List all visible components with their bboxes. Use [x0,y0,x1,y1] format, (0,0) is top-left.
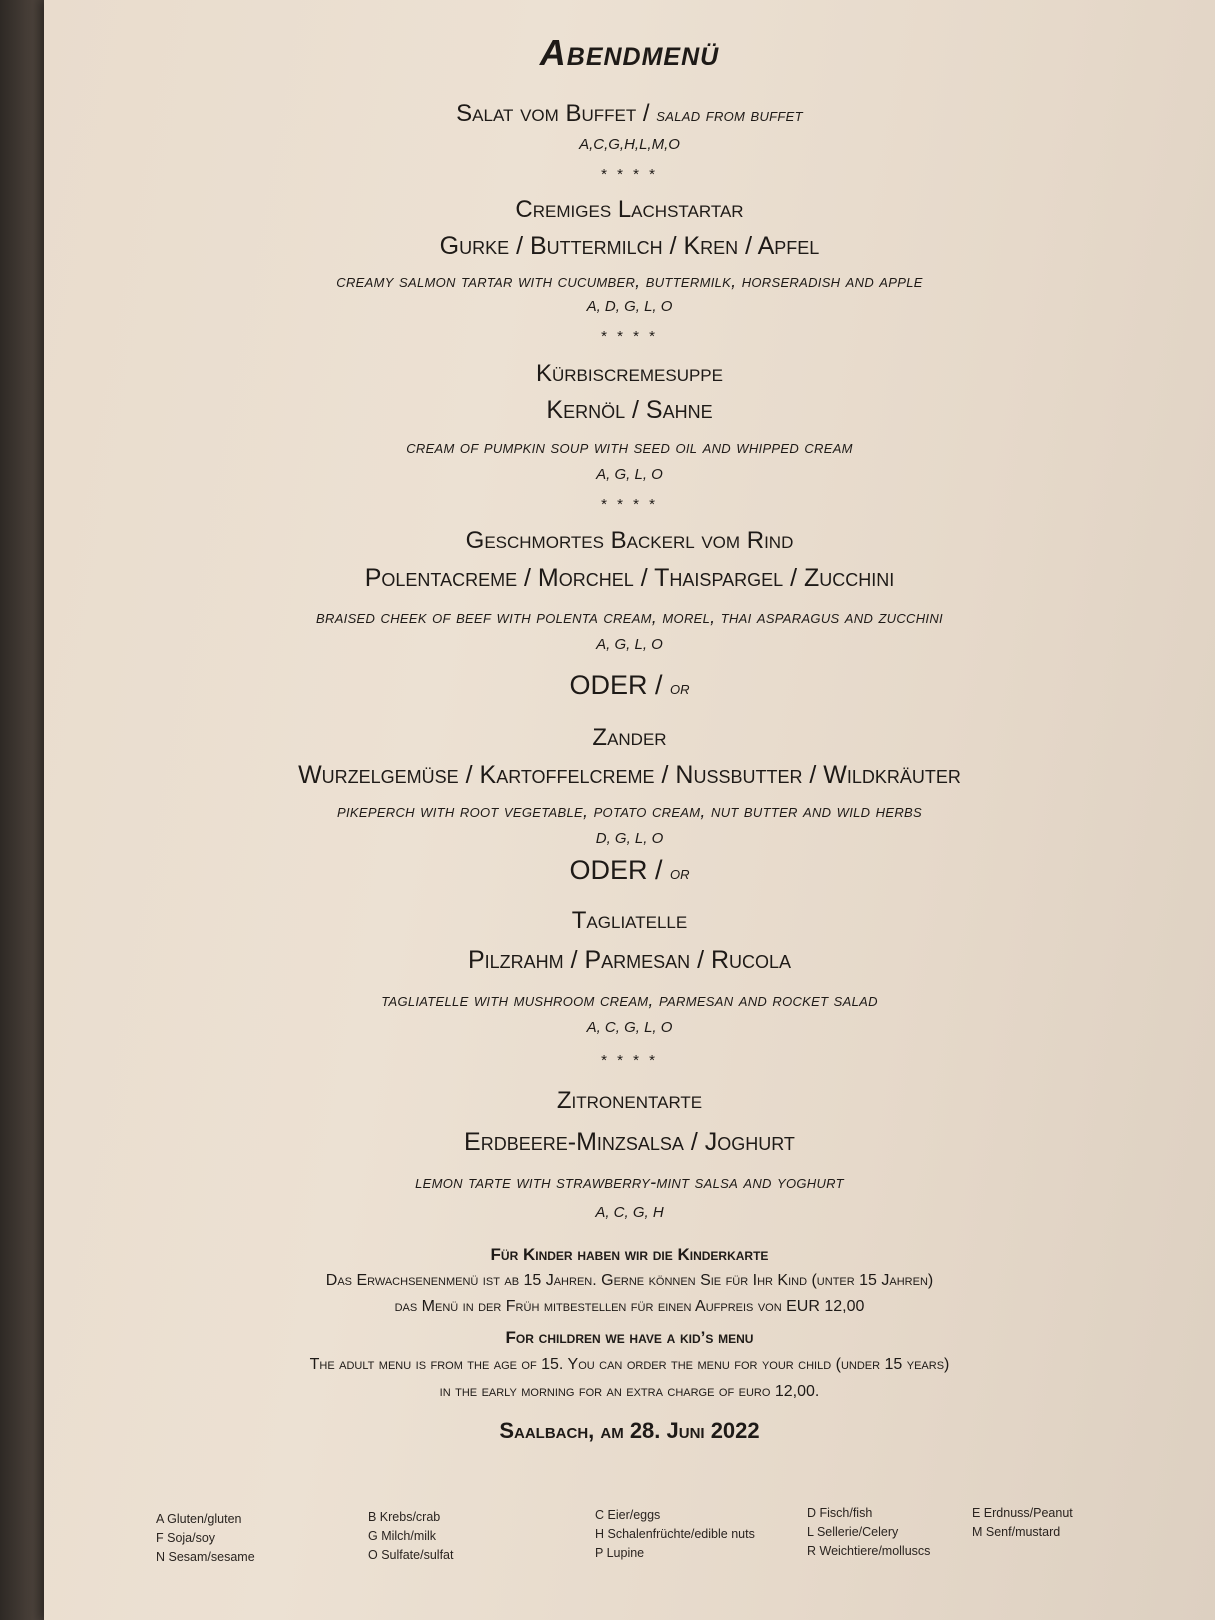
kids-heading-en: For children we have a kid’s menu [505,1328,754,1347]
legend-item: C Eier/eggs [595,1508,661,1522]
or-en: or [670,863,690,883]
legend-item: L Sellerie/Celery [807,1525,899,1539]
legend-item: F Soja/soy [156,1531,216,1545]
or-de: ODER [569,855,648,885]
course-soup-de: Kürbiscremesuppe [536,360,723,387]
or-separator [44,670,1215,701]
slash-separator: / [636,100,657,127]
menu-sheet [44,0,1215,1620]
main-pikeperch-sub: Wurzelgemüse / Kartoffelcreme / Nussbutter / Wildkräuter [298,761,961,789]
dessert-de: Zitronentarte [556,1087,703,1114]
course-salmon-sub: Gurke / Buttermilch / Kren / Apfel [439,232,820,260]
legend-item: D Fisch/fish [807,1506,873,1520]
main-beef-sub: Polentacreme / Morchel / Thaispargel / Zucchini [364,564,895,592]
course-divider: * * * * [601,166,658,183]
legend-item: A Gluten/gluten [156,1512,242,1526]
main-beef-en: braised cheek of beef with polenta cream, morel, thai asparagus and zucchini [316,607,943,627]
main-tagliatelle-de: Tagliatelle [571,907,688,934]
main-pikeperch-de: Zander [592,724,667,751]
kids-text-en-1: The adult menu is from the age of 15. You can order the menu for your child (under 15 years) [309,1356,950,1373]
allergen-legend-col-4 [807,1504,930,1561]
kids-text-en-2: in the early morning for an extra charge of euro 12,00. [439,1383,820,1400]
allergen-codes: A, G, L, O [596,636,663,653]
allergen-codes: A, G, L, O [596,466,663,483]
main-tagliatelle-en: tagliatelle with mushroom cream, parmesan and rocket salad [381,990,878,1010]
legend-item: E Erdnuss/Peanut [972,1506,1073,1520]
legend-item: N Sesam/sesame [156,1550,255,1564]
legend-item: R Weichtiere/molluscs [807,1544,931,1558]
slash-separator: / [647,670,671,700]
course-salad-de: Salat vom Buffet [456,100,637,127]
legend-item: P Lupine [595,1546,645,1560]
allergen-legend-col-2 [368,1508,453,1565]
main-tagliatelle-sub: Pilzrahm / Parmesan / Rucola [467,946,792,974]
legend-item: M Senf/mustard [972,1525,1061,1539]
allergen-legend-col-3 [595,1506,755,1563]
course-salmon-en: creamy salmon tartar with cucumber, buttermilk, horseradish and apple [336,271,923,291]
legend-item: B Krebs/crab [368,1510,441,1524]
or-separator [44,855,1215,886]
menu-date: Saalbach, am 28. Juni 2022 [499,1418,760,1443]
course-salmon-de: Cremiges Lachstartar [515,196,744,223]
main-pikeperch-en: pikeperch with root vegetable, potato cream, nut butter and wild herbs [337,801,922,821]
allergen-codes: A, C, G, H [595,1204,664,1221]
legend-item: H Schalenfrüchte/edible nuts [595,1527,755,1541]
legend-item: O Sulfate/sulfat [368,1548,454,1562]
allergen-legend-col-5 [972,1504,1073,1542]
kids-heading-de: Für Kinder haben wir die Kinderkarte [490,1245,769,1264]
allergen-codes: A, C, G, L, O [586,1019,673,1036]
allergen-codes: A, D, G, L, O [586,298,673,315]
course-salad [44,100,1215,128]
menu-title: Abendmenü [539,32,720,73]
dessert-en: lemon tarte with strawberry-mint salsa and yoghurt [415,1172,844,1192]
slash-separator: / [647,855,671,885]
legend-item: G Milch/milk [368,1529,437,1543]
allergen-codes: A,C,G,H,L,M,O [579,136,680,153]
kids-text-de-2: das Menü in der Früh mitbestellen für einen Aufpreis von EUR 12,00 [394,1298,865,1315]
course-divider: * * * * [601,328,658,345]
course-divider: * * * * [601,1052,658,1069]
or-de: ODER [569,670,648,700]
course-soup-en: cream of pumpkin soup with seed oil and whipped cream [406,437,853,457]
course-salad-en: salad from buffet [656,105,803,125]
allergen-codes: D, G, L, O [595,830,664,847]
or-en: or [670,678,690,698]
allergen-legend-col-1 [156,1510,255,1567]
course-soup-sub: Kernöl / Sahne [546,396,713,424]
main-beef-de: Geschmortes Backerl vom Rind [465,527,794,554]
kids-text-de-1: Das Erwachsenenmenü ist ab 15 Jahren. Gerne können Sie für Ihr Kind (unter 15 Jahren) [325,1272,934,1289]
dessert-sub: Erdbeere-Minzsalsa / Joghurt [464,1128,795,1156]
course-divider: * * * * [601,496,658,513]
